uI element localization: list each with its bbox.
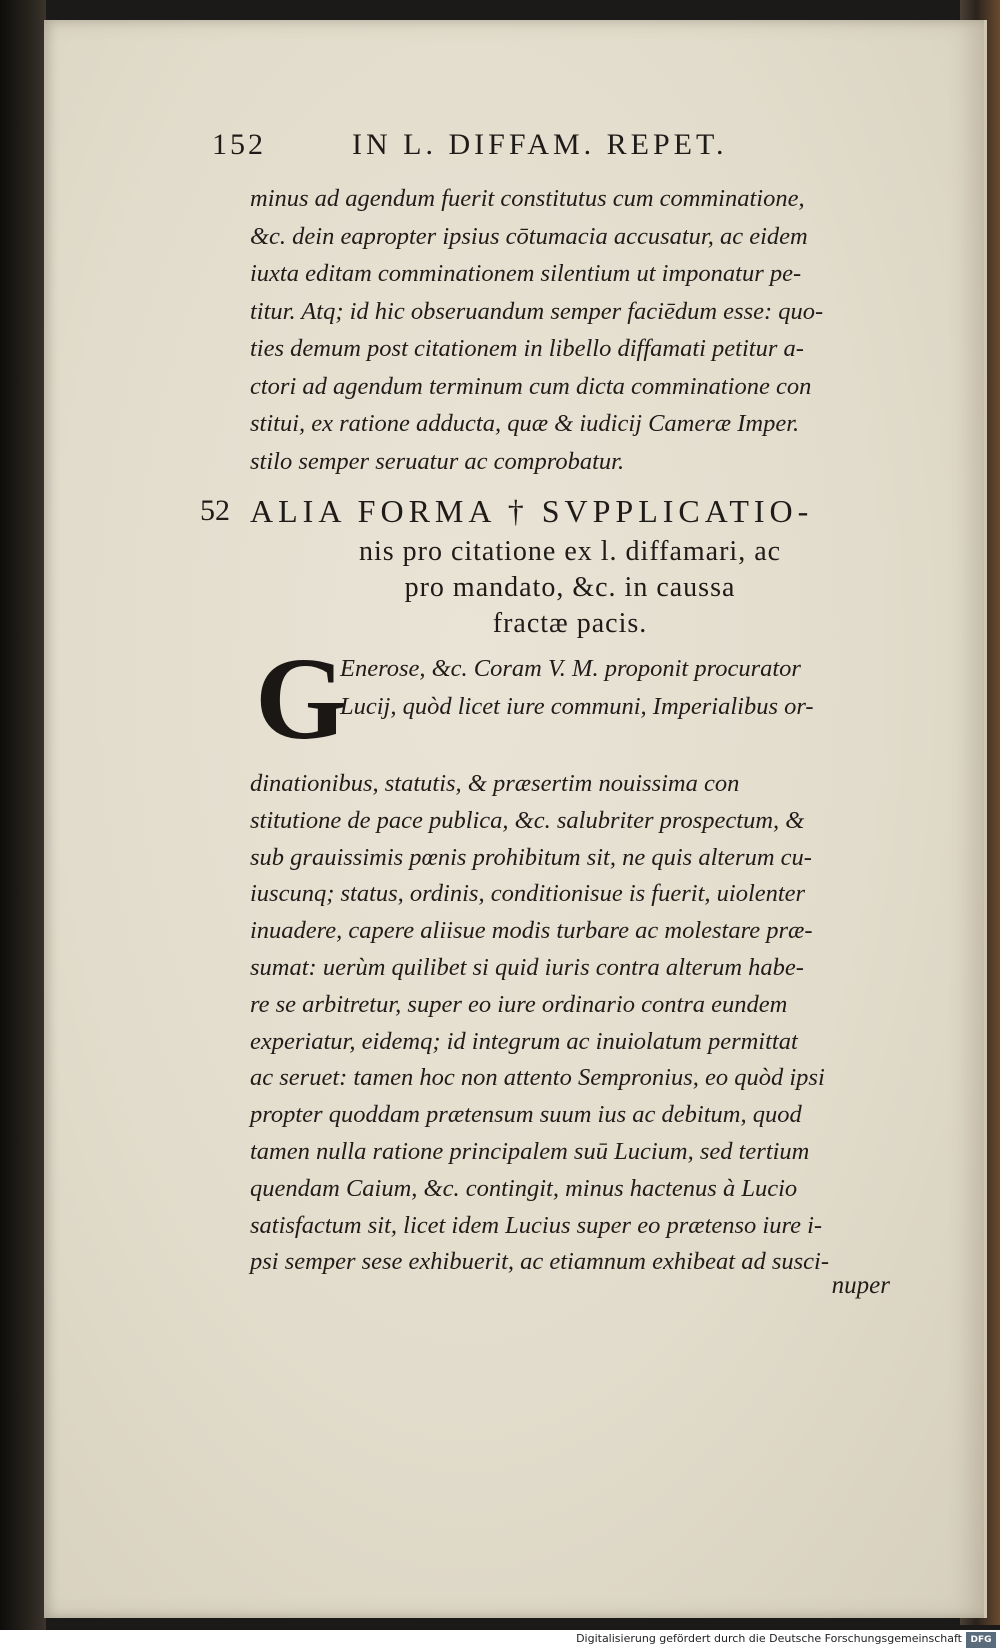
text-line: ties demum post citationem in libello diffamati petitur a- xyxy=(250,335,804,362)
paragraph-opening xyxy=(340,650,888,725)
text-line: iuscunq; status, ordinis, conditionisue is fuerit, uiolenter xyxy=(250,880,806,908)
book-edge-left xyxy=(0,0,46,1652)
section-heading xyxy=(250,488,890,642)
running-title: IN L. DIFFAM. REPET. xyxy=(352,128,728,161)
marginal-number: 52 xyxy=(200,494,230,527)
funding-credit: Digitalisierung gefördert durch die Deutsche Forschungsgemeinschaft xyxy=(576,1632,962,1645)
text-line: sumat: uerùm quilibet si quid iuris contra alterum habe- xyxy=(250,953,804,981)
text-line: psi semper sese exhibuerit, ac etiamnum exhibeat ad susci- xyxy=(250,1248,830,1276)
text-line: tamen nulla ratione principalem suū Lucium, sed tertium xyxy=(250,1137,810,1165)
text-line: dinationibus, statutis, & præsertim nouissima con xyxy=(250,770,740,797)
text-line: titur. Atq; id hic obseruandum semper faciēdum esse: quo- xyxy=(250,297,824,325)
text-line: propter quoddam prætensum suum ius ac debitum, quod xyxy=(250,1101,802,1129)
heading-line: pro mandato, &c. in caussa xyxy=(404,572,736,603)
text-line: iuxta editam comminationem silentium ut imponatur pe- xyxy=(250,260,802,287)
text-line: satisfactum sit, licet idem Lucius super eo prætenso iure i- xyxy=(250,1211,823,1239)
text-line: stitui, ex ratione adducta, quæ & iudicij Cameræ Imper. xyxy=(250,410,800,437)
digitization-footer xyxy=(0,1630,1000,1652)
heading-caps-line: ALIA FORMA † SVPPLICATIO- xyxy=(250,493,814,529)
paragraph-body xyxy=(250,766,890,1281)
text-line: minus ad agendum fuerit constitutus cum comminatione, xyxy=(250,185,805,212)
text-line: stitutione de pace publica, &c. salubriter prospectum, & xyxy=(250,806,805,834)
text-line: ac seruet: tamen hoc non attento Sempronius, eo quòd ipsi xyxy=(250,1064,825,1092)
heading-line: fractæ pacis. xyxy=(492,608,648,639)
page-number: 152 xyxy=(212,128,266,161)
text-line: Enerose, &c. Coram V. M. proponit procurator xyxy=(340,655,801,682)
text-line: stilo semper seruatur ac comprobatur. xyxy=(250,447,625,475)
text-line: inuadere, capere aliisue modis turbare ac molestare præ- xyxy=(250,917,813,945)
drop-cap: G xyxy=(255,633,347,764)
text-line: ctori ad agendum terminum cum dicta comminatione con xyxy=(250,372,812,400)
text-line: Lucij, quòd licet iure communi, Imperialibus or- xyxy=(340,692,814,720)
page-header xyxy=(212,128,852,172)
catchword: nuper xyxy=(831,1272,890,1299)
dfg-logo-icon: DFG xyxy=(966,1632,996,1648)
text-line: re se arbitretur, super eo iure ordinario contra eundem xyxy=(250,990,788,1018)
paragraph-continued xyxy=(250,180,890,480)
text-line: &c. dein eapropter ipsius cōtumacia accusatur, ac eidem xyxy=(250,222,808,250)
heading-line: nis pro citatione ex l. diffamari, ac xyxy=(358,536,782,567)
text-line: quendam Caium, &c. contingit, minus hactenus à Lucio xyxy=(250,1174,798,1202)
text-line: sub grauissimis pœnis prohibitum sit, ne quis alterum cu- xyxy=(250,843,812,871)
text-line: experiatur, eidemq; id integrum ac inuiolatum permittat xyxy=(250,1027,798,1055)
